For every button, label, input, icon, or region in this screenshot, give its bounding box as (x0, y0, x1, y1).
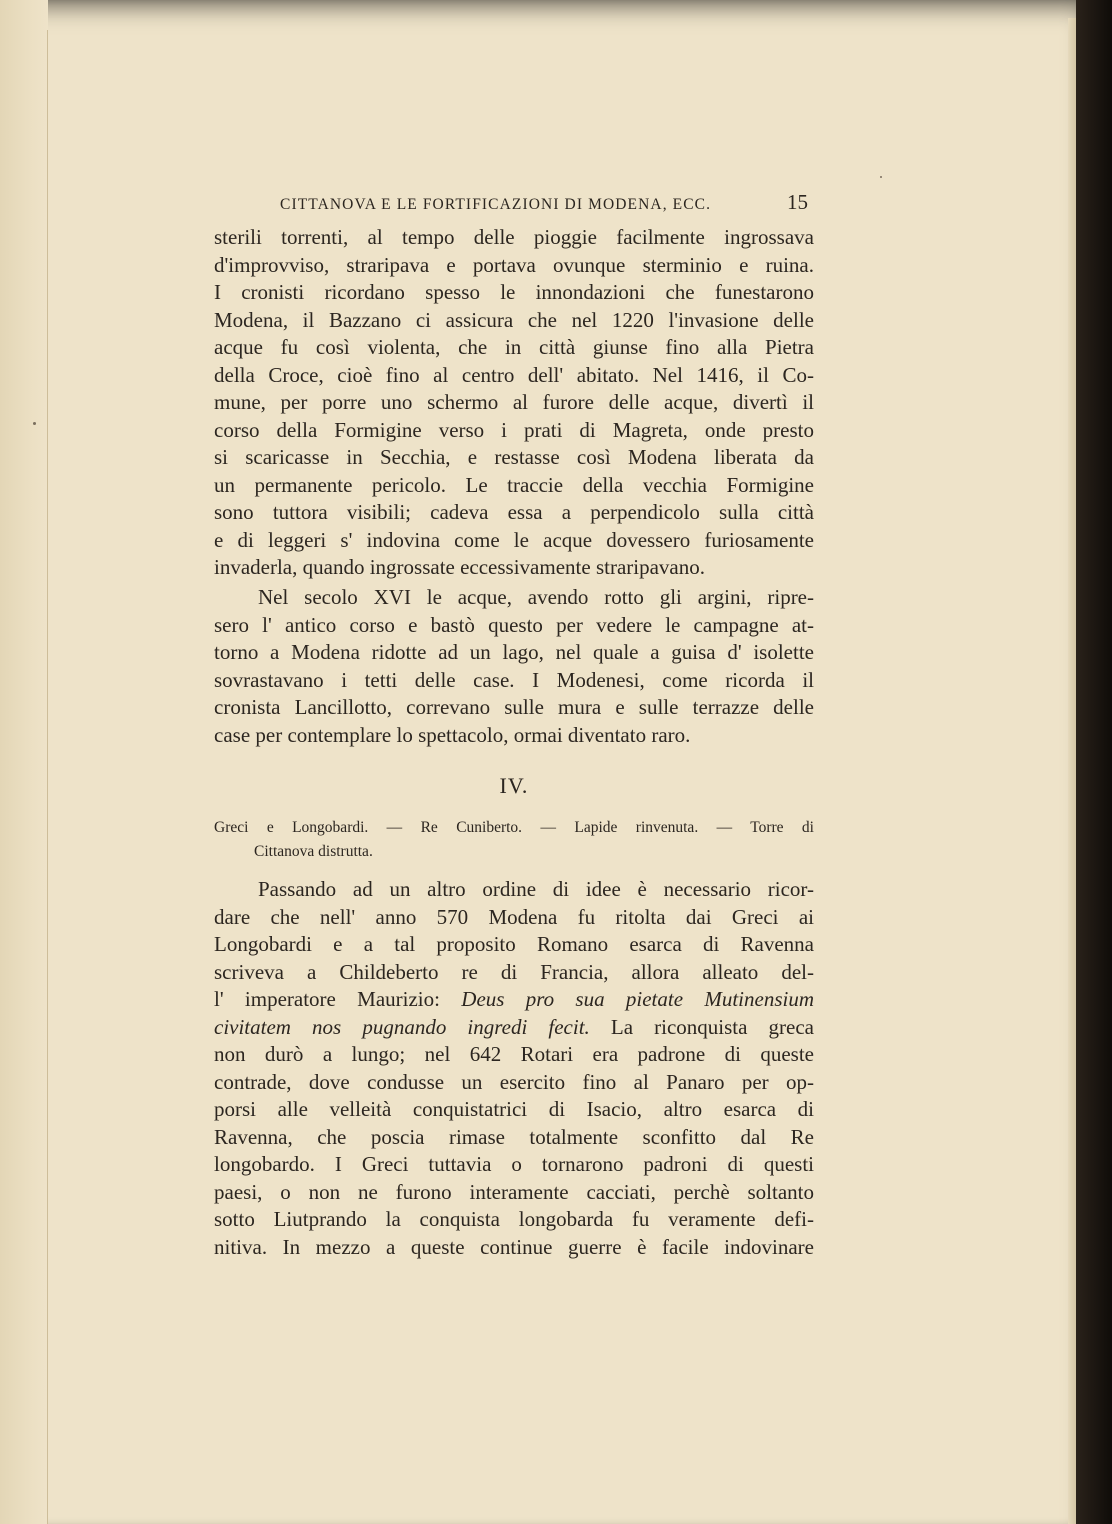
text-line: I cronisti ricordano spesso le innondazioni che funestarono (214, 280, 814, 304)
text-line: paesi, o non ne furono interamente cacciati, perchè soltanto (214, 1179, 814, 1204)
page-speck (880, 176, 882, 178)
section-summary (214, 816, 814, 864)
running-header (214, 188, 814, 218)
text-line (214, 1014, 814, 1042)
text-line: corso della Formigine verso i prati di Magreta, onde presto (214, 417, 814, 442)
page-gutter (0, 0, 48, 1524)
text-line: Longobardi e a tal proposito Romano esarca di Ravenna (214, 932, 814, 956)
page-edge (1068, 18, 1076, 1524)
page-number: 15 (787, 190, 808, 214)
text-line: sono tuttora visibili; cadeva essa a perpendicolo sulla città (214, 500, 814, 524)
text-line (214, 986, 814, 1014)
text-line: sotto Liutprando la conquista longobarda fu veramente defi- (214, 1207, 814, 1231)
gutter-fold-line (47, 30, 48, 1524)
text-line: della Croce, cioè fino al centro dell' abitato. Nel 1416, il Co- (214, 362, 814, 387)
text-line: invaderla, quando ingrossate eccessivamente straripavano. (214, 555, 705, 579)
text-line: d'improvviso, straripava e portava ovunque sterminio e ruina. (214, 252, 814, 277)
paragraph-2 (214, 584, 814, 749)
text-line: Modena, il Bazzano ci assicura che nel 1220 l'invasione delle (214, 307, 814, 332)
text-line: case per contemplare lo spettacolo, ormai diventato raro. (214, 722, 691, 747)
text-line: sterili torrenti, al tempo delle pioggie facilmente ingrossava (214, 225, 814, 249)
section-heading: IV. (499, 773, 529, 798)
text-line: mune, per porre uno schermo al furore delle acque, divertì il (214, 390, 814, 414)
summary-line: Cittanova distrutta. (254, 843, 373, 860)
summary-line: Greci e Longobardi. — Re Cuniberto. — Lapide rinvenuta. — Torre di (214, 819, 814, 836)
text-line: e di leggeri s' indovina come le acque dovessero furiosamente (214, 527, 814, 552)
page-speck (33, 422, 36, 425)
text-line: sero l' antico corso e bastò questo per vedere le campagne at- (214, 612, 814, 637)
text-line: non durò a lungo; nel 642 Rotari era padrone di queste (214, 1042, 814, 1066)
latin-quote: civitatem nos pugnando ingredi fecit. (214, 1014, 590, 1039)
text-line: porsi alle velleità conquistatrici di Isacio, altro esarca di (214, 1097, 814, 1121)
text-line: dare che nell' anno 570 Modena fu ritolta dai Greci ai (214, 904, 814, 929)
paragraph-3 (214, 876, 814, 1261)
text-line: nitiva. In mezzo a queste continue guerre è facile indovinare (214, 1234, 814, 1259)
text-line: contrade, dove condusse un esercito fino al Panaro per op- (214, 1069, 814, 1094)
latin-quote: Deus pro sua pietate Mutinensium (461, 987, 814, 1011)
text-line: sovrastavano i tetti delle case. I Modenesi, come ricorda il (214, 667, 814, 692)
text-line: longobardo. I Greci tuttavia o tornarono padroni di questi (214, 1152, 814, 1176)
text-line: Passando ad un altro ordine di idee è necessario ricor- (258, 877, 814, 901)
paragraph-1 (214, 224, 814, 582)
book-cover-edge (1076, 0, 1112, 1524)
text-line: cronista Lancillotto, correvano sulle mura e sulle terrazze delle (214, 695, 814, 719)
text-line: si scaricasse in Secchia, e restasse così Modena liberata da (214, 445, 814, 469)
text-line: Ravenna, che poscia rimase totalmente sconfitto dal Re (214, 1124, 814, 1149)
text-run: l' imperatore Maurizio: (214, 987, 440, 1011)
text-line: scriveva a Childeberto re di Francia, allora alleato del- (214, 959, 814, 984)
text-run: La riconquista greca (610, 1014, 814, 1039)
text-line: acque fu così violenta, che in città giunse fino alla Pietra (214, 335, 814, 359)
running-title: CITTANOVA E LE FORTIFICAZIONI DI MODENA, ECC. (280, 196, 712, 213)
text-line: un permanente pericolo. Le traccie della vecchia Formigine (214, 472, 814, 497)
text-line: Nel secolo XVI le acque, avendo rotto gli argini, ripre- (258, 585, 814, 609)
text-line: torno a Modena ridotte ad un lago, nel quale a guisa d' isolette (214, 640, 814, 664)
